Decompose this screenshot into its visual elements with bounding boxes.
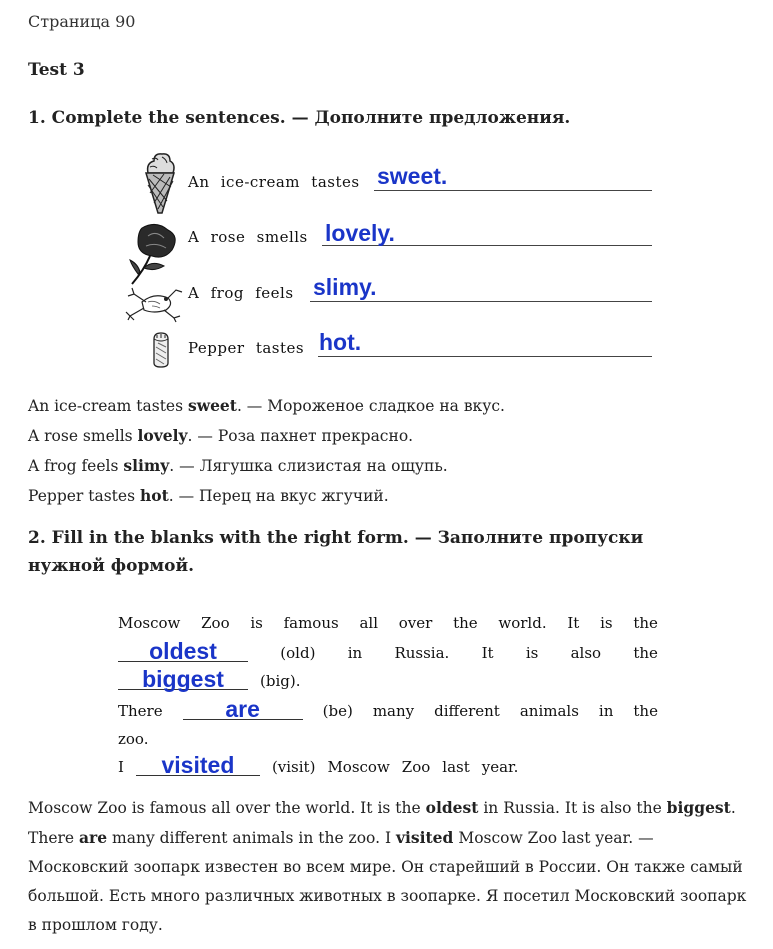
word: is xyxy=(525,644,539,662)
exercise1-text: A frog feels xyxy=(188,284,294,302)
word: different xyxy=(434,702,500,720)
translation-text: Moscow Zoo is famous all over the world. It is the xyxy=(28,799,426,817)
word: (old) xyxy=(280,644,316,662)
word: world. xyxy=(498,614,547,632)
exercise1-row xyxy=(28,153,728,203)
word: I xyxy=(118,758,124,776)
word: (visit) xyxy=(271,758,316,776)
pepper-icon xyxy=(146,329,202,389)
answer-line xyxy=(318,356,652,357)
task1-heading: 1. Complete the sentences. — Дополните предложения. xyxy=(28,108,571,128)
exercise2-line xyxy=(118,748,658,776)
translation-text: . There xyxy=(28,799,736,847)
word: the xyxy=(633,702,658,720)
word: animals xyxy=(519,702,579,720)
word: is xyxy=(600,614,613,632)
exercise1-row xyxy=(28,208,728,258)
word: last xyxy=(442,758,470,776)
translation-text: An ice-cream tastes xyxy=(28,397,188,415)
translation-text: . — Роза пахнет прекрасно. xyxy=(187,427,414,445)
word: zoo. xyxy=(118,730,149,748)
word: all xyxy=(359,614,378,632)
word: It xyxy=(567,614,580,632)
exercise2-line xyxy=(118,720,658,748)
exercise1-text: An ice-cream tastes xyxy=(188,173,360,191)
word: also xyxy=(570,644,602,662)
word: It xyxy=(481,644,494,662)
answer-blank xyxy=(136,752,260,778)
word: year. xyxy=(481,758,519,776)
translation-line xyxy=(28,451,505,481)
translation-text: A rose smells xyxy=(28,427,138,445)
translation-bold: slimy xyxy=(123,456,170,475)
word: the xyxy=(633,614,658,632)
handwritten-answer: lovely. xyxy=(325,220,395,246)
word: Zoo xyxy=(401,758,431,776)
word: (big). xyxy=(260,672,301,690)
handwritten-answer: oldest xyxy=(149,638,217,664)
word: famous xyxy=(283,614,339,632)
test-title: Test 3 xyxy=(28,60,85,80)
translation-bold: sweet xyxy=(188,396,237,415)
translation-bold: are xyxy=(79,828,108,847)
translation-text: in Russia. It is also the xyxy=(478,799,667,817)
translation-text: Moscow Zoo last year. — Московский зоопарк известен во всем мире. Он старейший в России. Он также самый большой. Есть много различных животных в зоопарке. Я посетил Московский зоопарк в прошлом году. xyxy=(28,829,747,934)
task2-heading: 2. Fill in the blanks with the right form. — Заполните пропуски нужной формой. xyxy=(28,528,644,576)
word: Moscow xyxy=(118,614,181,632)
word: over xyxy=(398,614,433,632)
page-label: Страница 90 xyxy=(28,12,136,31)
handwritten-answer: slimy. xyxy=(313,274,377,300)
task1-translations xyxy=(28,391,505,511)
word: the xyxy=(633,644,658,662)
translation-text: . — Перец на вкус жгучий. xyxy=(168,487,389,505)
word: the xyxy=(453,614,478,632)
translation-text: Pepper tastes xyxy=(28,487,140,505)
handwritten-answer: hot. xyxy=(319,329,362,355)
answer-line xyxy=(374,190,652,191)
exercise1-row xyxy=(28,264,728,314)
exercise2-line xyxy=(118,634,658,662)
translation-text: A frog feels xyxy=(28,457,124,475)
exercise1-row xyxy=(28,319,728,369)
word: (be) xyxy=(322,702,353,720)
handwritten-answer: biggest xyxy=(142,666,224,692)
exercise1-text: Pepper tastes xyxy=(188,339,305,357)
word: Zoo xyxy=(201,614,230,632)
answer-blank xyxy=(183,696,303,722)
translation-line xyxy=(28,481,505,511)
word: in xyxy=(598,702,614,720)
exercise2-line xyxy=(118,604,658,632)
translation-line xyxy=(28,421,505,451)
translation-bold: biggest xyxy=(666,798,731,817)
task2-translation xyxy=(28,793,748,940)
word: There xyxy=(118,702,163,720)
translation-bold: visited xyxy=(396,828,454,847)
exercise2-line xyxy=(118,662,658,690)
translation-bold: oldest xyxy=(425,798,479,817)
translation-text: . — Лягушка слизистая на ощупь. xyxy=(169,457,448,475)
answer-blank xyxy=(118,638,248,664)
translation-line xyxy=(28,391,505,421)
handwritten-answer: sweet. xyxy=(377,163,448,189)
exercise2-line xyxy=(118,692,658,720)
word: is xyxy=(250,614,263,632)
handwritten-answer: visited xyxy=(161,752,235,778)
translation-text: many different animals in the zoo. I xyxy=(107,829,397,847)
handwritten-answer: are xyxy=(225,696,260,722)
answer-line xyxy=(310,301,652,302)
word: Moscow xyxy=(327,758,390,776)
exercise1-text: A rose smells xyxy=(188,228,308,246)
word: Russia. xyxy=(394,644,450,662)
translation-text: . — Мороженое сладкое на вкус. xyxy=(236,397,505,415)
translation-bold: hot xyxy=(139,486,169,505)
answer-blank xyxy=(118,666,248,692)
word: many xyxy=(372,702,415,720)
translation-bold: lovely xyxy=(137,426,188,445)
word: in xyxy=(347,644,363,662)
